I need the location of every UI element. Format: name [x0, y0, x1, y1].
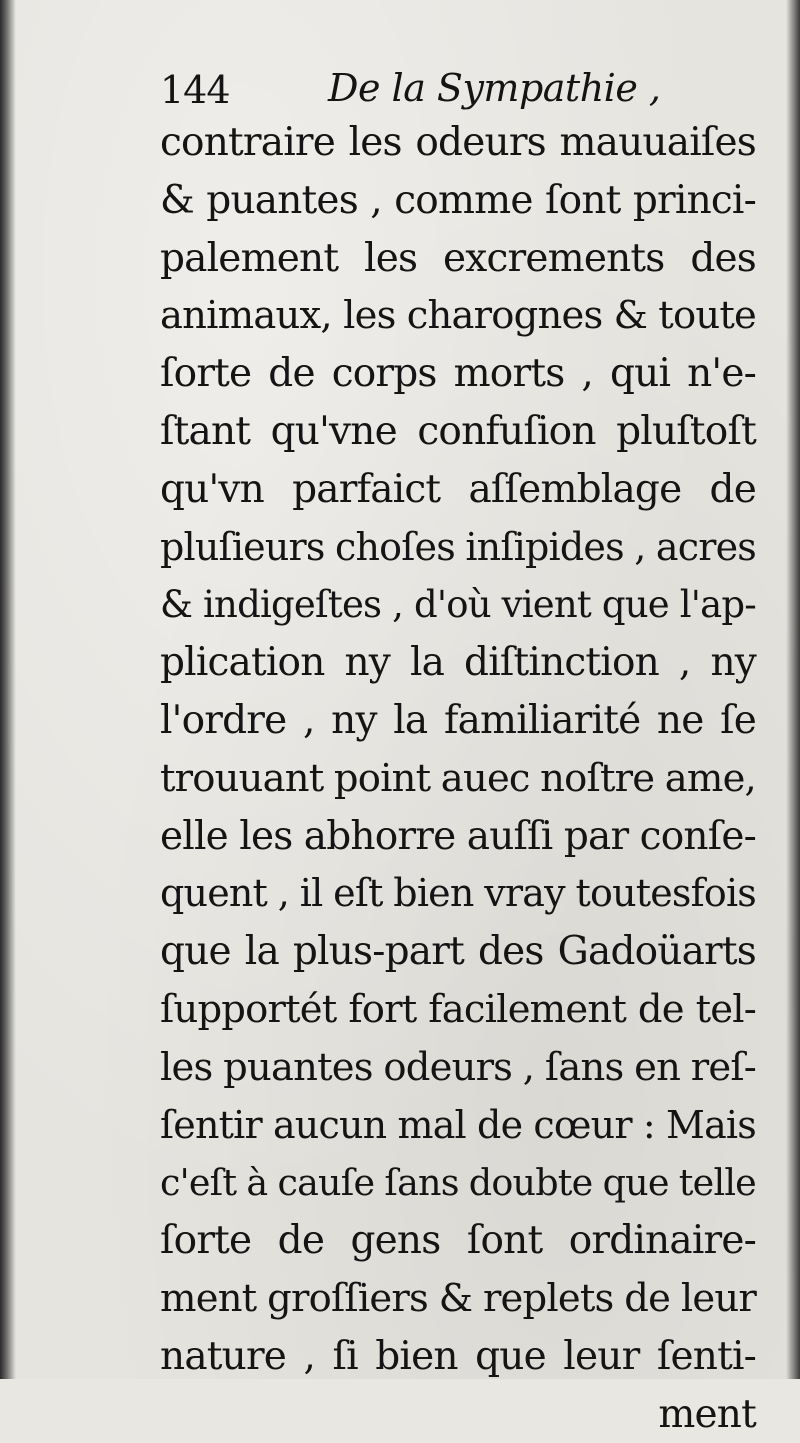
text-line: nature , ſi bien que leur ſenti- — [160, 1333, 756, 1379]
text-line: ſorte de corps morts , qui n'e- — [160, 351, 756, 397]
running-title: De la Sympathie , — [328, 66, 661, 110]
text-line: & indigeſtes , d'où vient que l'ap- — [160, 583, 756, 627]
text-line: animaux, les charognes & toute — [160, 293, 756, 339]
text-line: pluſieurs choſes inſipides , acres — [160, 524, 756, 569]
text-line: contraire les odeurs mauuaiſes — [160, 120, 756, 165]
text-line: palement les excrements des — [160, 235, 756, 281]
text-line: quent , il eſt bien vray toutesfois — [160, 871, 756, 916]
text-line: ment groſſiers & replets de leur — [160, 1275, 756, 1321]
text-line: qu'vn parfaict aſſemblage de — [160, 466, 756, 512]
page-edge-left — [0, 0, 16, 1379]
page-edge-right — [786, 0, 800, 1379]
body-text — [160, 114, 756, 1443]
text-line: & puantes , comme ſont princi- — [160, 177, 756, 223]
text-line: c'eſt à cauſe ſans doubte que telle — [160, 1161, 756, 1205]
text-line: l'ordre , ny la familiarité ne ſe — [160, 697, 756, 743]
text-line: ſentir aucun mal de cœur : Mais — [160, 1102, 756, 1147]
catchword: ment — [658, 1391, 756, 1437]
text-line: que la plus-part des Gadoüarts — [160, 929, 756, 975]
text-line: ſtant qu'vne confuſion pluſtoſt — [160, 408, 756, 454]
text-line: trouuant point auec noſtre ame, — [160, 755, 756, 801]
text-line: les puantes odeurs , ſans en reſ- — [160, 1044, 756, 1090]
text-line: elle les abhorre auſſi par conſe- — [160, 813, 756, 859]
text-line: ſupportét fort facilement de tel- — [160, 986, 756, 1032]
text-line: ſorte de gens ſont ordinaire- — [160, 1218, 756, 1264]
page-number: 144 — [160, 68, 230, 112]
text-line: plication ny la diſtinction , ny — [160, 640, 756, 686]
